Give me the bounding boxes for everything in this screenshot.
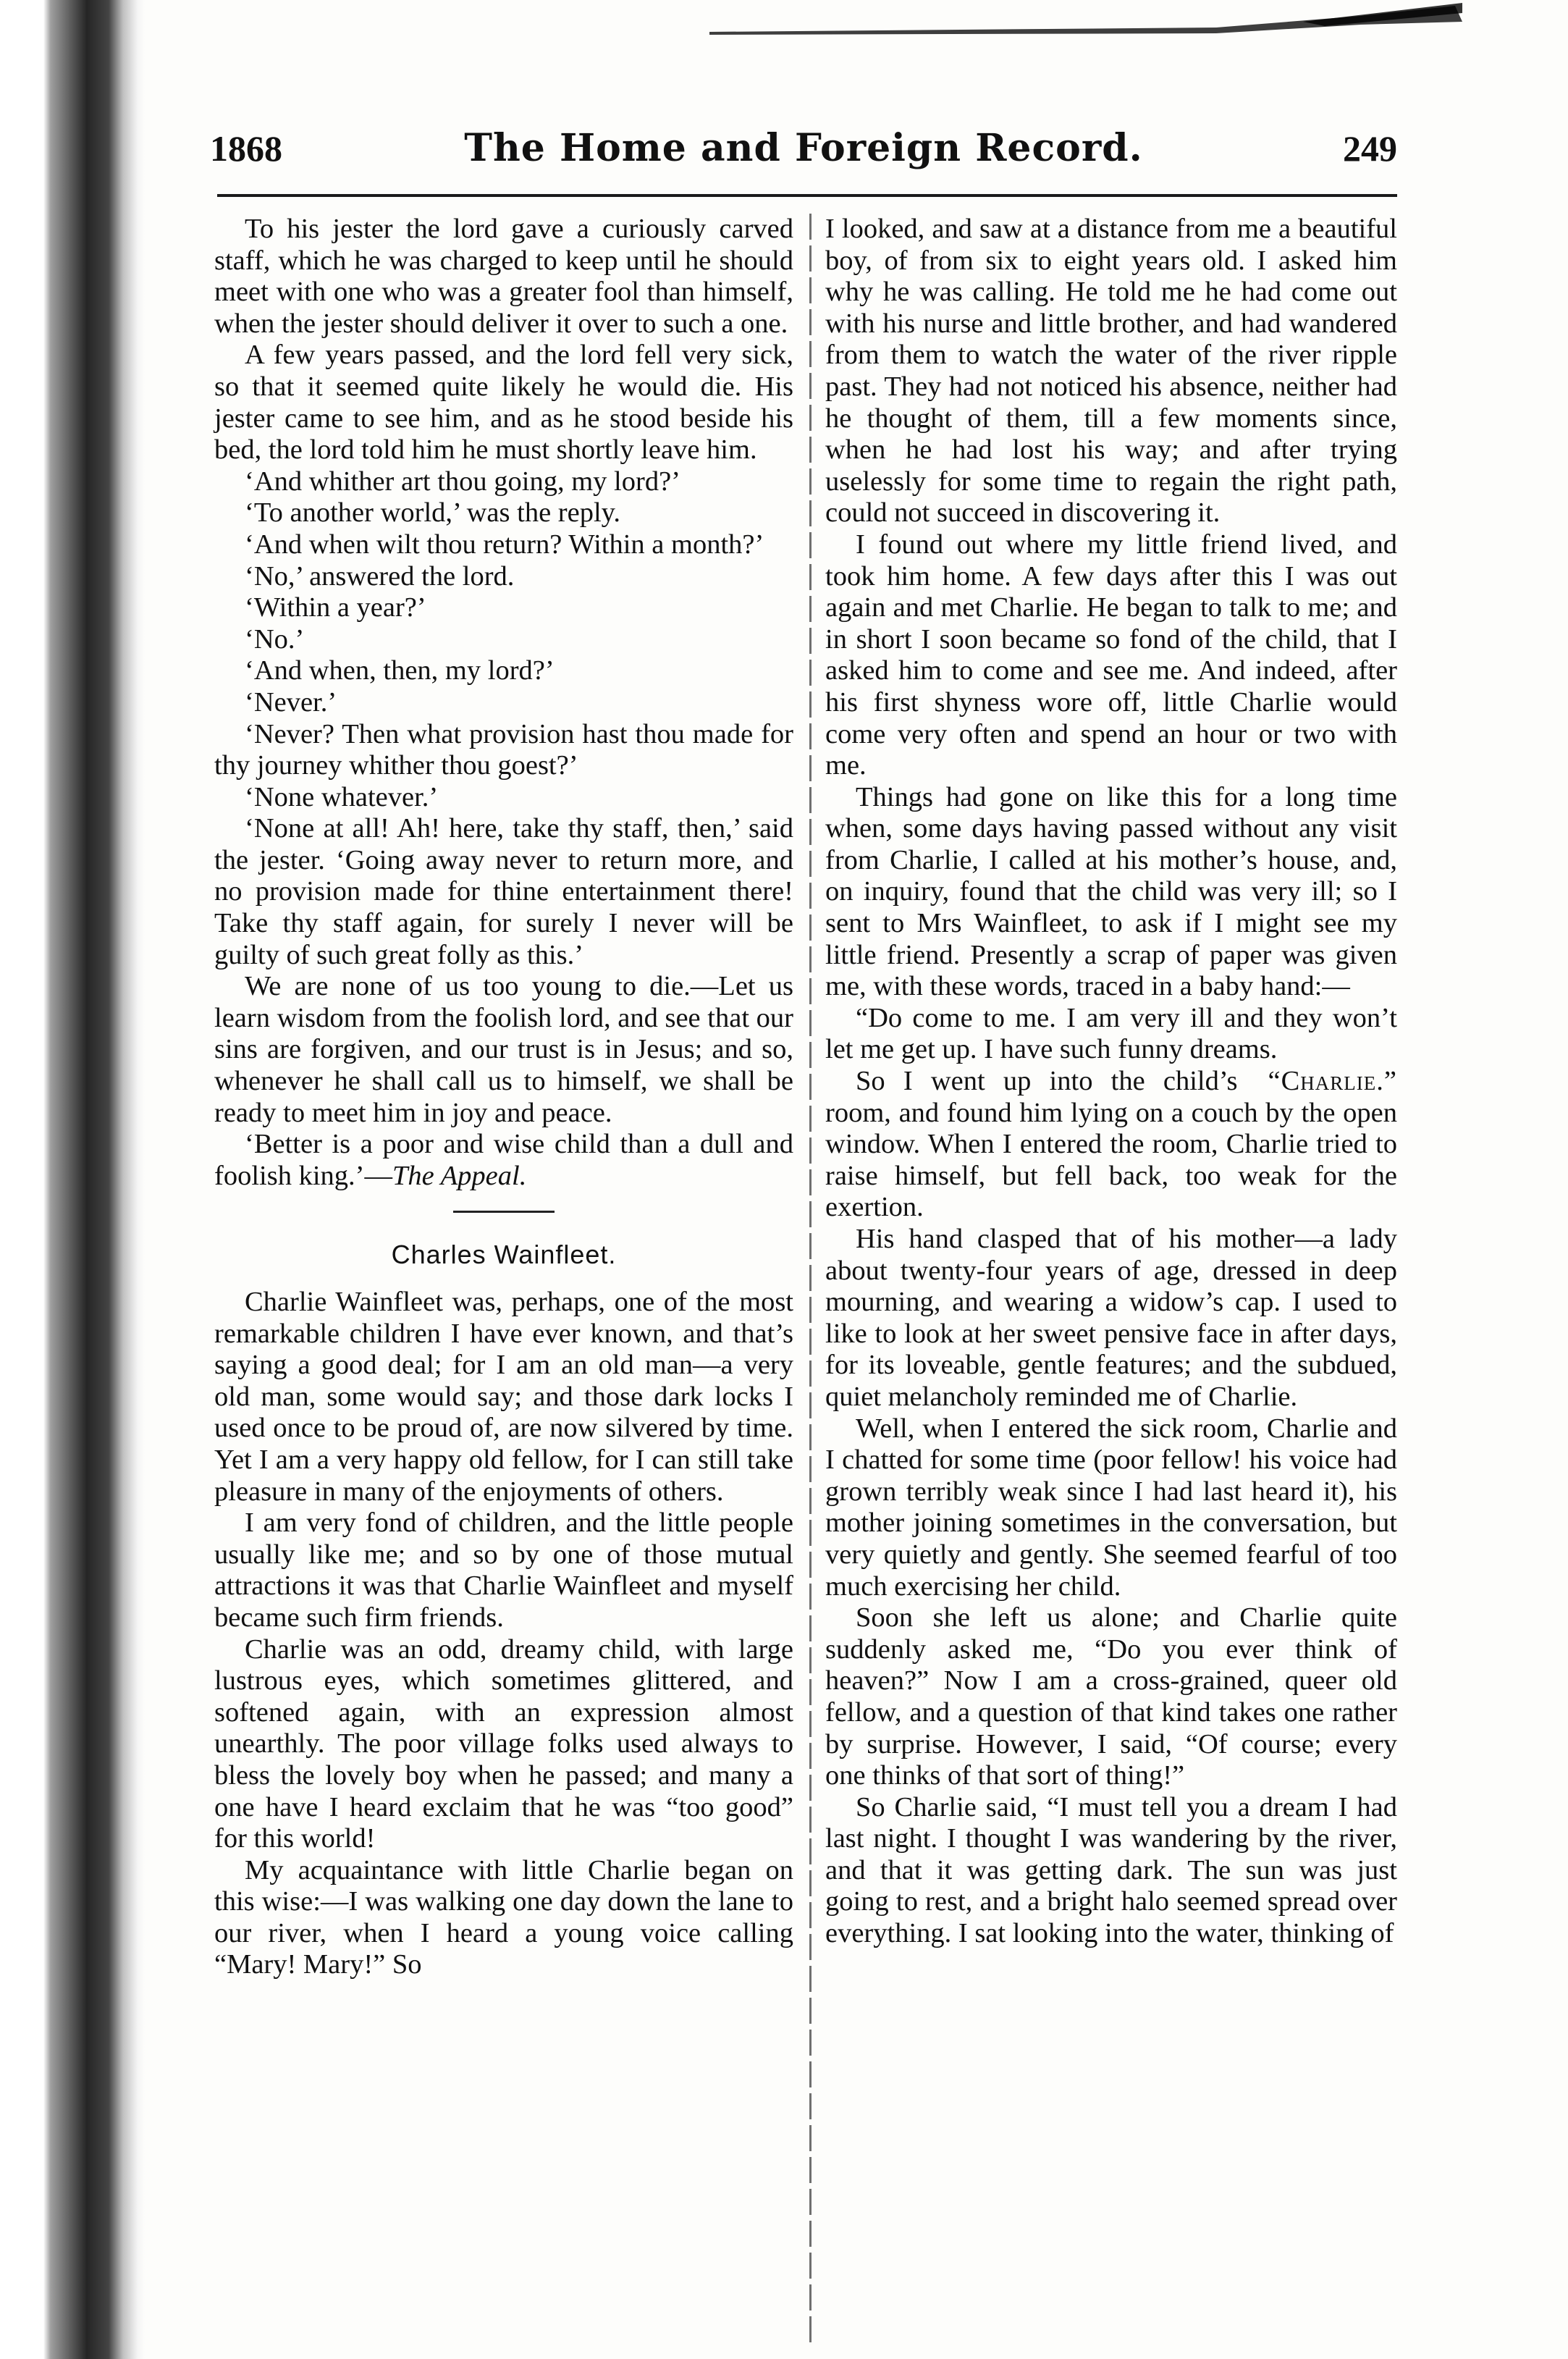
paragraph: Charlie was an odd, dreamy child, with large lustrous eyes, which sometimes glittered, and softened again, with an expression almost unearthly. The poor village folks used always to bless the lovely boy when he passed; and many a one have I heard exclaim that he was “too good” for this world! [214, 1633, 793, 1854]
note-signature: “Charlie.” [1268, 1066, 1397, 1097]
quotation-text: ‘Better is a poor and wise child than a dull and foolish king.’— [214, 1129, 793, 1191]
dialogue-line: ‘And when wilt thou return? Within a month?’ [245, 529, 764, 560]
column-divider [809, 214, 812, 2342]
page-number: 249 [1343, 128, 1397, 169]
scan-artifact [709, 0, 1462, 38]
dialogue-line: ‘None at all! Ah! here, take thy staff, then,’ said the jester. ‘Going away never to return more, and no provision made for thine entertainment there! Take thy staff again, for surely I never will be guilty of such great folly as this.’ [214, 813, 793, 970]
dialogue-line: ‘Never.’ [245, 686, 337, 718]
paragraph: I looked, and saw at a distance from me a beautiful boy, of from six to eight years old. I asked him why he was calling. He told me he had come out with his nurse and little brother, and had wandered from them to watch the water of the river ripple past. They had not noticed his absence, neither had he thought of them, till a few moments since, when he had lost his way; and after trying uselessly for some time to regain the right path, could not succeed in discovering it. [825, 214, 1397, 529]
article-title: Charles Wainfleet. [391, 1240, 617, 1270]
scan-spine-shadow [0, 0, 145, 2359]
running-header [210, 127, 1397, 193]
journal-title: The Home and Foreign Record. [464, 126, 1143, 170]
source-credit: The Appeal. [392, 1160, 527, 1191]
paragraph: Charlie Wainfleet was, perhaps, one of the most remarkable children I have ever known, and that’s saying a good deal; for I am an old man—a very old man, some would say; and those dark locks I used once to be proud of, are now silvered by time. Yet I am a very happy old fellow, for I can still take pleasure in many of the enjoyments of others. [214, 1287, 793, 1507]
note-text: “Do come to me. I am very ill and they won’t let me get up. I have such funny dreams. [825, 1002, 1397, 1065]
dialogue-line: ‘Never? Then what provision hast thou made for thy journey whither thou goest?’ [214, 718, 793, 781]
left-column [214, 214, 793, 1981]
dialogue-line: ‘No,’ answered the lord. [245, 560, 515, 592]
dialogue-line: ‘And when, then, my lord?’ [245, 655, 555, 686]
header-year: 1868 [210, 128, 282, 169]
paragraph: Things had gone on like this for a long time when, some days having passed without any visit from Charlie, I called at his mother’s house, and, on inquiry, found that the child was very ill; so I sent to Mrs Wainfleet, to ask if I might see my little friend. Presently a scrap of paper was given me, with these words, traced in a baby hand:— [825, 781, 1397, 1002]
paragraph: Well, when I entered the sick room, Charlie and I chatted for some time (poor fellow! his voice had grown terribly weak since I had last heard it), his mother joining sometimes in the conversation, but very quietly and gently. She seemed fearful of too much exercising her child. [825, 1413, 1397, 1602]
paragraph: My acquaintance with little Charlie began on this wise:—I was walking one day down the lane to our river, when I heard a young voice calling “Mary! Mary!” So [214, 1854, 793, 1980]
header-rule [217, 194, 1397, 197]
paragraph: A few years passed, and the lord fell very sick, so that it seemed quite likely he would die. His jester came to see him, and as he stood beside his bed, the lord told him he must shortly leave him. [214, 340, 793, 466]
paragraph: I am very fond of children, and the little people usually like me; and so by one of those mutual attractions it was that Charlie Wainfleet and myself became such firm friends. [214, 1508, 793, 1633]
paragraph: I found out where my little friend lived, and took him home. A few days after this I was out again and met Charlie. He began to talk to me; and in short I soon became so fond of the child, that I asked him to come and see me. And indeed, after his first shyness wore off, little Charlie would come very often and spend an hour or two with me. [825, 529, 1397, 781]
dialogue-line: ‘Within a year?’ [245, 592, 426, 623]
dialogue-line: ‘None whatever.’ [245, 781, 439, 812]
dialogue-line: ‘And whither art thou going, my lord?’ [245, 466, 680, 497]
paragraph: So I went up into the child’s room, and found him lying on a couch by the open window. When I entered the room, Charlie tried to raise himself, but fell back, too weak for the exertion. [825, 1066, 1397, 1223]
paragraph: To his jester the lord gave a curiously carved staff, which he was charged to keep until he should meet with one who was a greater fool than himself, when the jester should deliver it over to such a one. [214, 214, 793, 339]
paragraph: His hand clasped that of his mother—a lady about twenty-four years of age, dressed in deep mourning, and wearing a widow’s cap. I used to like to look at her sweet pensive face in after days, for its loveable, gentle features; and the subdued, quiet melancholy reminded me of Charlie. [825, 1224, 1397, 1412]
quotation-paragraph [214, 1129, 793, 1192]
section-divider [453, 1211, 555, 1213]
moral-paragraph: We are none of us too young to die.—Let us learn wisdom from the foolish lord, and see that our sins are forgiven, and our trust is in Jesus; and so, whenever he shall call us to himself, we shall be ready to meet him in joy and peace. [214, 971, 793, 1128]
right-column [825, 214, 1397, 1950]
paragraph: So Charlie said, “I must tell you a dream I had last night. I thought I was wandering by the river, and that it was getting dark. The sun was just going to rest, and a bright halo seemed spread over everything. I sat looking into the water, thinking of [825, 1791, 1397, 1949]
dialogue-line: ‘To another world,’ was the reply. [245, 497, 621, 529]
charlie-note [825, 1002, 1397, 1097]
paragraph: Soon she left us alone; and Charlie quite suddenly asked me, “Do you ever think of heaven?” Now I am a cross-grained, queer old fellow, and a question of that kind takes one rather by surprise. However, I said, “Of course; every one thinks of that sort of thing!” [825, 1602, 1397, 1791]
dialogue-line: ‘No.’ [245, 623, 305, 655]
